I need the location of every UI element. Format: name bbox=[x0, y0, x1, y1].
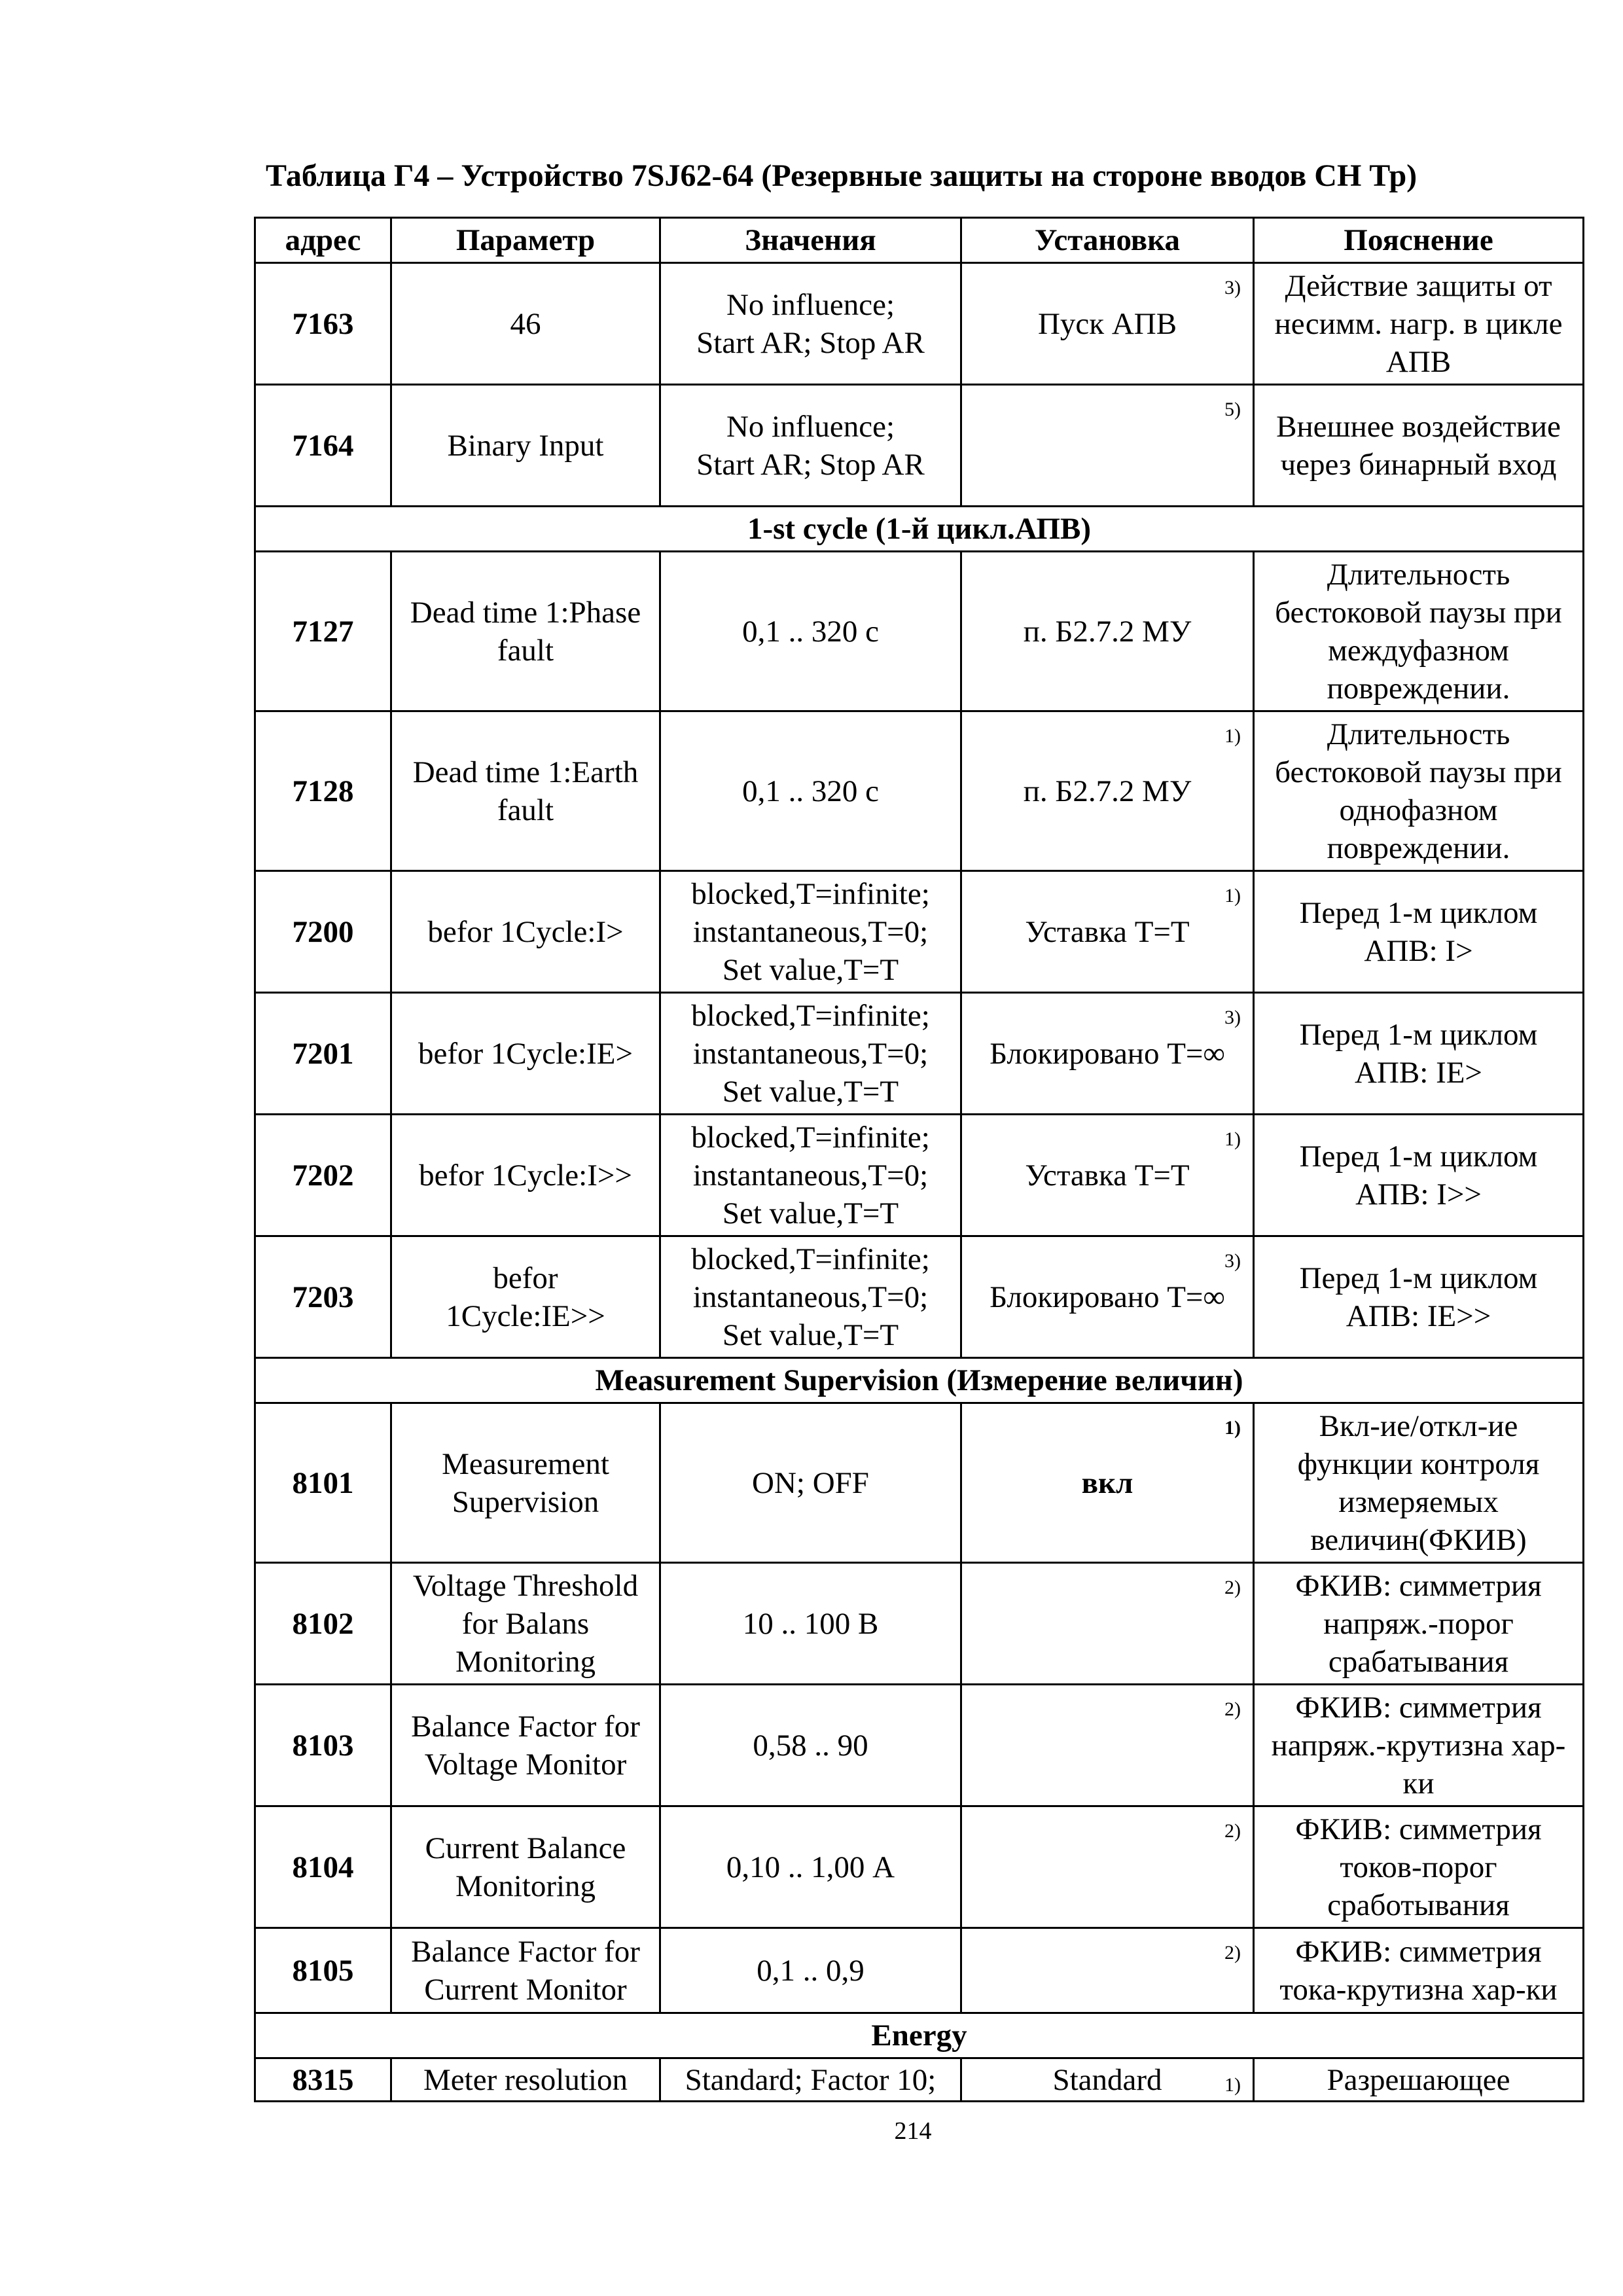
parameter-cell-text: Measurement Supervision bbox=[442, 1446, 609, 1519]
address-cell-text: 7127 bbox=[292, 614, 354, 649]
parameter-cell-text: Dead time 1:Earth fault bbox=[412, 755, 639, 827]
setting-cell bbox=[961, 711, 1254, 871]
table-row bbox=[255, 711, 1584, 871]
footnote-marker: 1) bbox=[1224, 2074, 1241, 2096]
setting-cell bbox=[961, 385, 1254, 507]
values-cell-text: 0,58 .. 90 bbox=[753, 1728, 868, 1763]
section-row bbox=[255, 2013, 1584, 2058]
explanation-cell bbox=[1254, 871, 1584, 993]
values-cell bbox=[660, 2058, 961, 2102]
explanation-cell-text: ФКИВ: симметрия напряж.-порог срабатывания bbox=[1295, 1568, 1542, 1679]
footnote-marker: 3) bbox=[1224, 1007, 1241, 1028]
values-cell bbox=[660, 1685, 961, 1806]
setting-cell-text: Standard bbox=[1052, 2062, 1162, 2097]
setting-cell bbox=[961, 1928, 1254, 2013]
explanation-cell-text: Перед 1-м циклом АПВ: I> bbox=[1299, 895, 1538, 968]
address-cell bbox=[255, 871, 391, 993]
section-row bbox=[255, 507, 1584, 552]
parameter-cell bbox=[391, 2058, 660, 2102]
footnote-marker: 1) bbox=[1224, 1417, 1241, 1439]
footnote-marker: 5) bbox=[1224, 399, 1241, 420]
explanation-cell-text: Внешнее воздействие через бинарный вход bbox=[1276, 409, 1561, 482]
setting-cell bbox=[961, 1563, 1254, 1685]
parameter-cell-text: befor 1Cycle:I> bbox=[427, 914, 624, 949]
explanation-cell bbox=[1254, 1115, 1584, 1236]
setting-cell-text: Блокировано T=∞ bbox=[990, 1036, 1225, 1071]
parameter-cell-text: Voltage Threshold for Balans Monitoring bbox=[412, 1568, 639, 1679]
parameter-cell bbox=[391, 1403, 660, 1563]
parameter-cell-text: Balance Factor for Voltage Monitor bbox=[411, 1709, 640, 1782]
explanation-cell-text: Разрешающее bbox=[1327, 2062, 1510, 2097]
address-cell bbox=[255, 1403, 391, 1563]
address-cell bbox=[255, 1685, 391, 1806]
footnote-marker: 2) bbox=[1224, 1577, 1241, 1598]
explanation-cell bbox=[1254, 1806, 1584, 1928]
values-cell-text: blocked,T=infinite; instantaneous,T=0; Set value,T=T bbox=[691, 876, 930, 987]
explanation-cell-text: Вкл-ие/откл-ие функции контроля измеряемых величин(ФКИВ) bbox=[1297, 1408, 1540, 1557]
settings-table bbox=[254, 217, 1584, 2102]
parameter-cell-text: Meter resolution bbox=[423, 2062, 628, 2097]
explanation-cell bbox=[1254, 385, 1584, 507]
table-row bbox=[255, 1115, 1584, 1236]
values-cell-text: blocked,T=infinite; instantaneous,T=0; Set value,T=T bbox=[691, 1120, 930, 1230]
explanation-cell bbox=[1254, 1236, 1584, 1358]
values-cell bbox=[660, 711, 961, 871]
values-cell-text: 0,1 .. 0,9 bbox=[757, 1953, 865, 1988]
section-title: Measurement Supervision (Измерение величин) bbox=[255, 1358, 1584, 1403]
address-cell-text: 7128 bbox=[292, 774, 354, 808]
explanation-cell bbox=[1254, 552, 1584, 711]
header-address: адрес bbox=[255, 218, 391, 263]
address-cell bbox=[255, 711, 391, 871]
explanation-cell-text: Перед 1-м циклом АПВ: IE>> bbox=[1299, 1261, 1538, 1333]
explanation-cell bbox=[1254, 1563, 1584, 1685]
table-row bbox=[255, 993, 1584, 1115]
parameter-cell-text: 46 bbox=[510, 306, 541, 341]
table-row bbox=[255, 552, 1584, 711]
header-setting: Установка bbox=[961, 218, 1254, 263]
explanation-cell bbox=[1254, 1928, 1584, 2013]
values-cell bbox=[660, 1403, 961, 1563]
values-cell bbox=[660, 871, 961, 993]
explanation-cell-text: ФКИВ: симметрия токов-порог сработывания bbox=[1295, 1812, 1542, 1922]
header-parameter: Параметр bbox=[391, 218, 660, 263]
parameter-cell bbox=[391, 552, 660, 711]
table-row bbox=[255, 1928, 1584, 2013]
parameter-cell bbox=[391, 1685, 660, 1806]
parameter-cell bbox=[391, 1806, 660, 1928]
table-row bbox=[255, 2058, 1584, 2102]
parameter-cell-text: befor 1Cycle:IE>> bbox=[446, 1261, 605, 1333]
values-cell bbox=[660, 1236, 961, 1358]
footnote-marker: 2) bbox=[1224, 1698, 1241, 1720]
explanation-cell-text: Длительность бестоковой паузы при междуфазном повреждении. bbox=[1275, 557, 1562, 706]
address-cell bbox=[255, 385, 391, 507]
values-cell-text: No influence; Start AR; Stop AR bbox=[696, 287, 925, 360]
table-row bbox=[255, 1806, 1584, 1928]
address-cell bbox=[255, 1236, 391, 1358]
header-row bbox=[255, 218, 1584, 263]
explanation-cell bbox=[1254, 711, 1584, 871]
address-cell-text: 7200 bbox=[292, 914, 354, 949]
explanation-cell bbox=[1254, 1403, 1584, 1563]
footnote-marker: 3) bbox=[1224, 277, 1241, 298]
address-cell bbox=[255, 993, 391, 1115]
address-cell bbox=[255, 552, 391, 711]
parameter-cell bbox=[391, 711, 660, 871]
explanation-cell bbox=[1254, 993, 1584, 1115]
values-cell bbox=[660, 385, 961, 507]
footnote-marker: 1) bbox=[1224, 725, 1241, 747]
values-cell bbox=[660, 263, 961, 385]
parameter-cell-text: befor 1Cycle:I>> bbox=[419, 1158, 632, 1193]
explanation-cell-text: Длительность бестоковой паузы при однофазном повреждении. bbox=[1275, 717, 1562, 865]
address-cell-text: 8101 bbox=[292, 1465, 354, 1500]
address-cell bbox=[255, 1563, 391, 1685]
address-cell bbox=[255, 1806, 391, 1928]
values-cell-text: 0,1 .. 320 с bbox=[742, 774, 879, 808]
explanation-cell-text: ФКИВ: симметрия тока-крутизна хар-ки bbox=[1279, 1934, 1558, 2007]
values-cell-text: blocked,T=infinite; instantaneous,T=0; Set value,T=T bbox=[691, 998, 930, 1109]
table-row bbox=[255, 1685, 1584, 1806]
setting-cell bbox=[961, 1236, 1254, 1358]
setting-cell bbox=[961, 263, 1254, 385]
setting-cell-text: Уставка T=T bbox=[1025, 914, 1190, 949]
address-cell-text: 8315 bbox=[292, 2062, 354, 2097]
setting-cell bbox=[961, 2058, 1254, 2102]
table-row bbox=[255, 263, 1584, 385]
address-cell bbox=[255, 263, 391, 385]
address-cell-text: 7164 bbox=[292, 428, 354, 463]
table-row bbox=[255, 1236, 1584, 1358]
explanation-cell-text: Перед 1-м циклом АПВ: IE> bbox=[1299, 1017, 1538, 1090]
header-values: Значения bbox=[660, 218, 961, 263]
footnote-marker: 2) bbox=[1224, 1942, 1241, 1964]
address-cell bbox=[255, 1115, 391, 1236]
section-row bbox=[255, 1358, 1584, 1403]
address-cell bbox=[255, 2058, 391, 2102]
footnote-marker: 3) bbox=[1224, 1250, 1241, 1272]
page-number: 214 bbox=[894, 2117, 932, 2145]
parameter-cell-text: Dead time 1:Phase fault bbox=[410, 595, 641, 668]
values-cell bbox=[660, 1563, 961, 1685]
section-title: 1-st cycle (1-й цикл.АПВ) bbox=[255, 507, 1584, 552]
address-cell-text: 7202 bbox=[292, 1158, 354, 1193]
explanation-cell bbox=[1254, 263, 1584, 385]
setting-cell-text: вкл bbox=[1081, 1465, 1133, 1500]
parameter-cell-text: befor 1Cycle:IE> bbox=[418, 1036, 633, 1071]
address-cell-text: 8103 bbox=[292, 1728, 354, 1763]
address-cell-text: 7203 bbox=[292, 1280, 354, 1314]
parameter-cell bbox=[391, 385, 660, 507]
parameter-cell bbox=[391, 871, 660, 993]
explanation-cell bbox=[1254, 2058, 1584, 2102]
table-row bbox=[255, 1403, 1584, 1563]
explanation-cell-text: Действие защиты от несимм. нагр. в цикле АПВ bbox=[1274, 268, 1563, 379]
parameter-cell bbox=[391, 263, 660, 385]
section-title: Energy bbox=[255, 2013, 1584, 2058]
address-cell-text: 8104 bbox=[292, 1850, 354, 1884]
explanation-cell-text: ФКИВ: симметрия напряж.-крутизна хар-ки bbox=[1271, 1690, 1566, 1801]
parameter-cell bbox=[391, 1236, 660, 1358]
setting-cell-text: п. Б2.7.2 МУ bbox=[1023, 774, 1192, 808]
table-caption: Таблица Г4 – Устройство 7SJ62-64 (Резервные защиты на стороне вводов СН Тр) bbox=[266, 158, 1418, 193]
table-row bbox=[255, 871, 1584, 993]
values-cell-text: 10 .. 100 В bbox=[742, 1606, 879, 1641]
setting-cell bbox=[961, 1685, 1254, 1806]
explanation-cell-text: Перед 1-м циклом АПВ: I>> bbox=[1299, 1139, 1538, 1211]
values-cell-text: 0,1 .. 320 с bbox=[742, 614, 879, 649]
parameter-cell bbox=[391, 993, 660, 1115]
setting-cell bbox=[961, 993, 1254, 1115]
parameter-cell-text: Binary Input bbox=[447, 428, 604, 463]
values-cell bbox=[660, 993, 961, 1115]
parameter-cell bbox=[391, 1563, 660, 1685]
parameter-cell bbox=[391, 1115, 660, 1236]
values-cell bbox=[660, 1806, 961, 1928]
setting-cell-text: Блокировано T=∞ bbox=[990, 1280, 1225, 1314]
table-row bbox=[255, 1563, 1584, 1685]
address-cell-text: 7201 bbox=[292, 1036, 354, 1071]
setting-cell bbox=[961, 552, 1254, 711]
parameter-cell bbox=[391, 1928, 660, 2013]
setting-cell bbox=[961, 1115, 1254, 1236]
values-cell bbox=[660, 552, 961, 711]
values-cell bbox=[660, 1115, 961, 1236]
setting-cell bbox=[961, 871, 1254, 993]
address-cell-text: 7163 bbox=[292, 306, 354, 341]
parameter-cell-text: Balance Factor for Current Monitor bbox=[411, 1934, 640, 2007]
address-cell-text: 8102 bbox=[292, 1606, 354, 1641]
setting-cell-text: Уставка T=T bbox=[1025, 1158, 1190, 1193]
setting-cell bbox=[961, 1403, 1254, 1563]
values-cell-text: 0,10 .. 1,00 А bbox=[726, 1850, 895, 1884]
setting-cell-text: п. Б2.7.2 МУ bbox=[1023, 614, 1192, 649]
footnote-marker: 1) bbox=[1224, 885, 1241, 906]
table-row bbox=[255, 385, 1584, 507]
setting-cell-text: Пуск АПВ bbox=[1037, 306, 1177, 341]
address-cell-text: 8105 bbox=[292, 1953, 354, 1988]
explanation-cell bbox=[1254, 1685, 1584, 1806]
values-cell bbox=[660, 1928, 961, 2013]
table-body bbox=[255, 263, 1584, 2102]
values-cell-text: blocked,T=infinite; instantaneous,T=0; Set value,T=T bbox=[691, 1242, 930, 1352]
values-cell-text: ON; OFF bbox=[752, 1465, 869, 1500]
parameter-cell-text: Current Balance Monitoring bbox=[425, 1831, 626, 1903]
address-cell bbox=[255, 1928, 391, 2013]
footnote-marker: 1) bbox=[1224, 1128, 1241, 1150]
footnote-marker: 2) bbox=[1224, 1820, 1241, 1842]
setting-cell bbox=[961, 1806, 1254, 1928]
values-cell-text: Standard; Factor 10; bbox=[685, 2062, 936, 2097]
values-cell-text: No influence; Start AR; Stop AR bbox=[696, 409, 925, 482]
header-explanation: Пояснение bbox=[1254, 218, 1584, 263]
